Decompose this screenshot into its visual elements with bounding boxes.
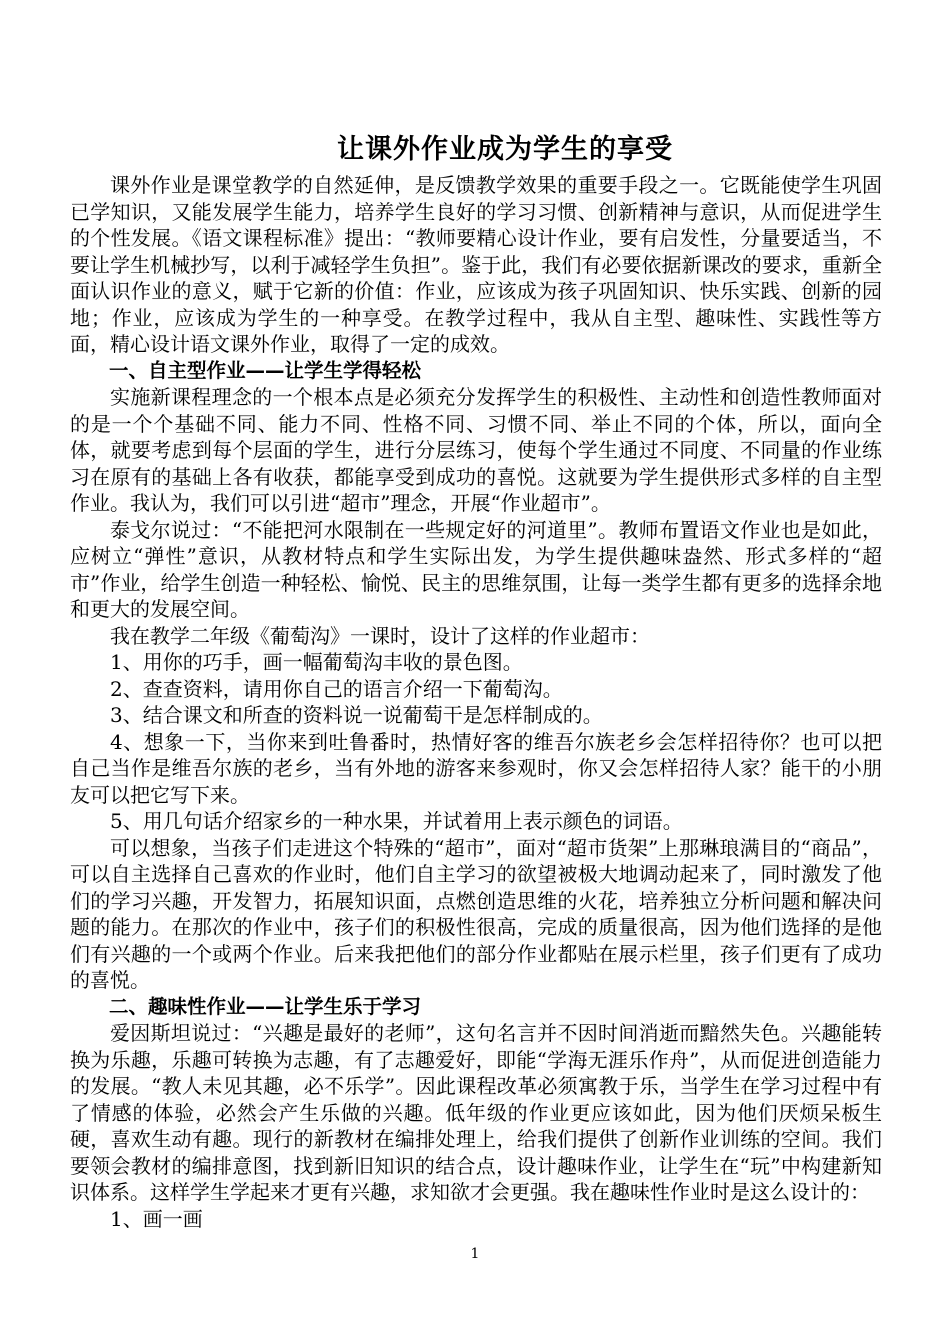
list-item: 4、想象一下，当你来到吐鲁番时，热情好客的维吾尔族老乡会怎样招待你？也可以把自己当作是维吾尔族的老乡，当有外地的游客来参观时，你又会怎样招待人家？能干的小朋友可以把它写下来。 — [70, 729, 882, 807]
list-item: 5、用几句话介绍家乡的一种水果，并试着用上表示颜色的词语。 — [110, 809, 683, 833]
section-heading-2: 二、趣味性作业——让学生乐于学习 — [109, 994, 422, 1018]
page-number: 1 — [470, 1246, 480, 1262]
body-paragraph: 我在教学二年级《葡萄沟》一课时，设计了这样的作业超市： — [110, 623, 650, 648]
body-paragraph: 可以想象，当孩子们走进这个特殊的“超市”，面对“超市货架”上那琳琅满目的“商品”，可以自主选择自己喜欢的作业时，他们自主学习的欲望被极大地调动起来了，同时激发了他们的学习兴趣，开发智力，拓展知识面，点燃创造思维的火花，培养独立分析问题和解决问题的能力。在那次的作业中，孩子们的积极性很高，完成的质量很高，因为他们选择的是他们有兴趣的一个或两个作业。后来我把他们的部分作业都贴在展示栏里，孩子们更有了成功的喜悦。 — [70, 835, 882, 992]
intro-paragraph: 课外作业是课堂教学的自然延伸，是反馈教学效果的重要手段之一。它既能使学生巩固已学知识，又能发展学生能力，培养学生良好的学习习惯、创新精神与意识，从而促进学生的个性发展。《语文课程标准》提出：“教师要精心设计作业，要有启发性，分量要适当，不要让学生机械抄写，以利于减轻学生负担”。鉴于此，我们有必要依据新课改的要求，重新全面认识作业的意义，赋于它新的价值：作业，应该成为孩子巩固知识、快乐实践、创新的园地；作业，应该成为学生的一种享受。在教学过程中，我从自主型、趣味性、实践性等方面，精心设计语文课外作业，取得了一定的成效。 — [70, 173, 882, 356]
list-item: 1、用你的巧手，画一幅葡萄沟丰收的景色图。 — [110, 650, 523, 674]
body-paragraph: 爱因斯坦说过：“兴趣是最好的老师”，这句名言并不因时间消逝而黯然失色。兴趣能转换为乐趣，乐趣可转换为志趣，有了志趣爱好，即能“学海无涯乐作舟”，从而促进创造能力的发展。“教人未见其趣，必不乐学”。因此课程改革必须寓教于乐，当学生在学习过程中有了情感的体验，必然会产生乐做的兴趣。低年级的作业更应该如此，因为他们厌烦呆板生硬，喜欢生动有趣。现行的新教材在编排处理上，给我们提供了创新作业训练的空间。我们要领会教材的编排意图，找到新旧知识的结合点，设计趣味作业，让学生在“玩”中构建新知识体系。这样学生学起来才更有兴趣，求知欲才会更强。我在趣味性作业时是这么设计的： — [70, 1021, 882, 1204]
body-paragraph: 泰戈尔说过：“不能把河水限制在一些规定好的河道里”。教师布置语文作业也是如此，应树立“弹性”意识，从教材特点和学生实际出发，为学生提供趣味盎然、形式多样的“超市”作业，给学生创造一种轻松、愉悦、民主的思维氛围，让每一类学生都有更多的选择余地和更大的发展空间。 — [70, 517, 882, 621]
document-body — [70, 172, 882, 1232]
list-item: 1、画一画 — [110, 1206, 203, 1231]
body-paragraph: 实施新课程理念的一个根本点是必须充分发挥学生的积极性、主动性和创造性教师面对的是一个个基础不同、能力不同、性格不同、习惯不同、举止不同的个体，所以，面向全体，就要考虑到每个层面的学生，进行分层练习，使每个学生通过不同度、不同量的作业练习在原有的基础上各有收获，都能享受到成功的喜悦。这就要为学生提供形式多样的自主型作业。我认为，我们可以引进“超市”理念，开展“作业超市”。 — [70, 385, 882, 515]
list-item: 3、结合课文和所查的资料说一说葡萄干是怎样制成的。 — [110, 703, 603, 727]
page-title: 让课外作业成为学生的享受 — [337, 134, 673, 165]
section-heading-1: 一、自主型作业——让学生学得轻松 — [109, 358, 422, 382]
list-item: 2、查查资料，请用你自己的语言介绍一下葡萄沟。 — [110, 676, 563, 701]
